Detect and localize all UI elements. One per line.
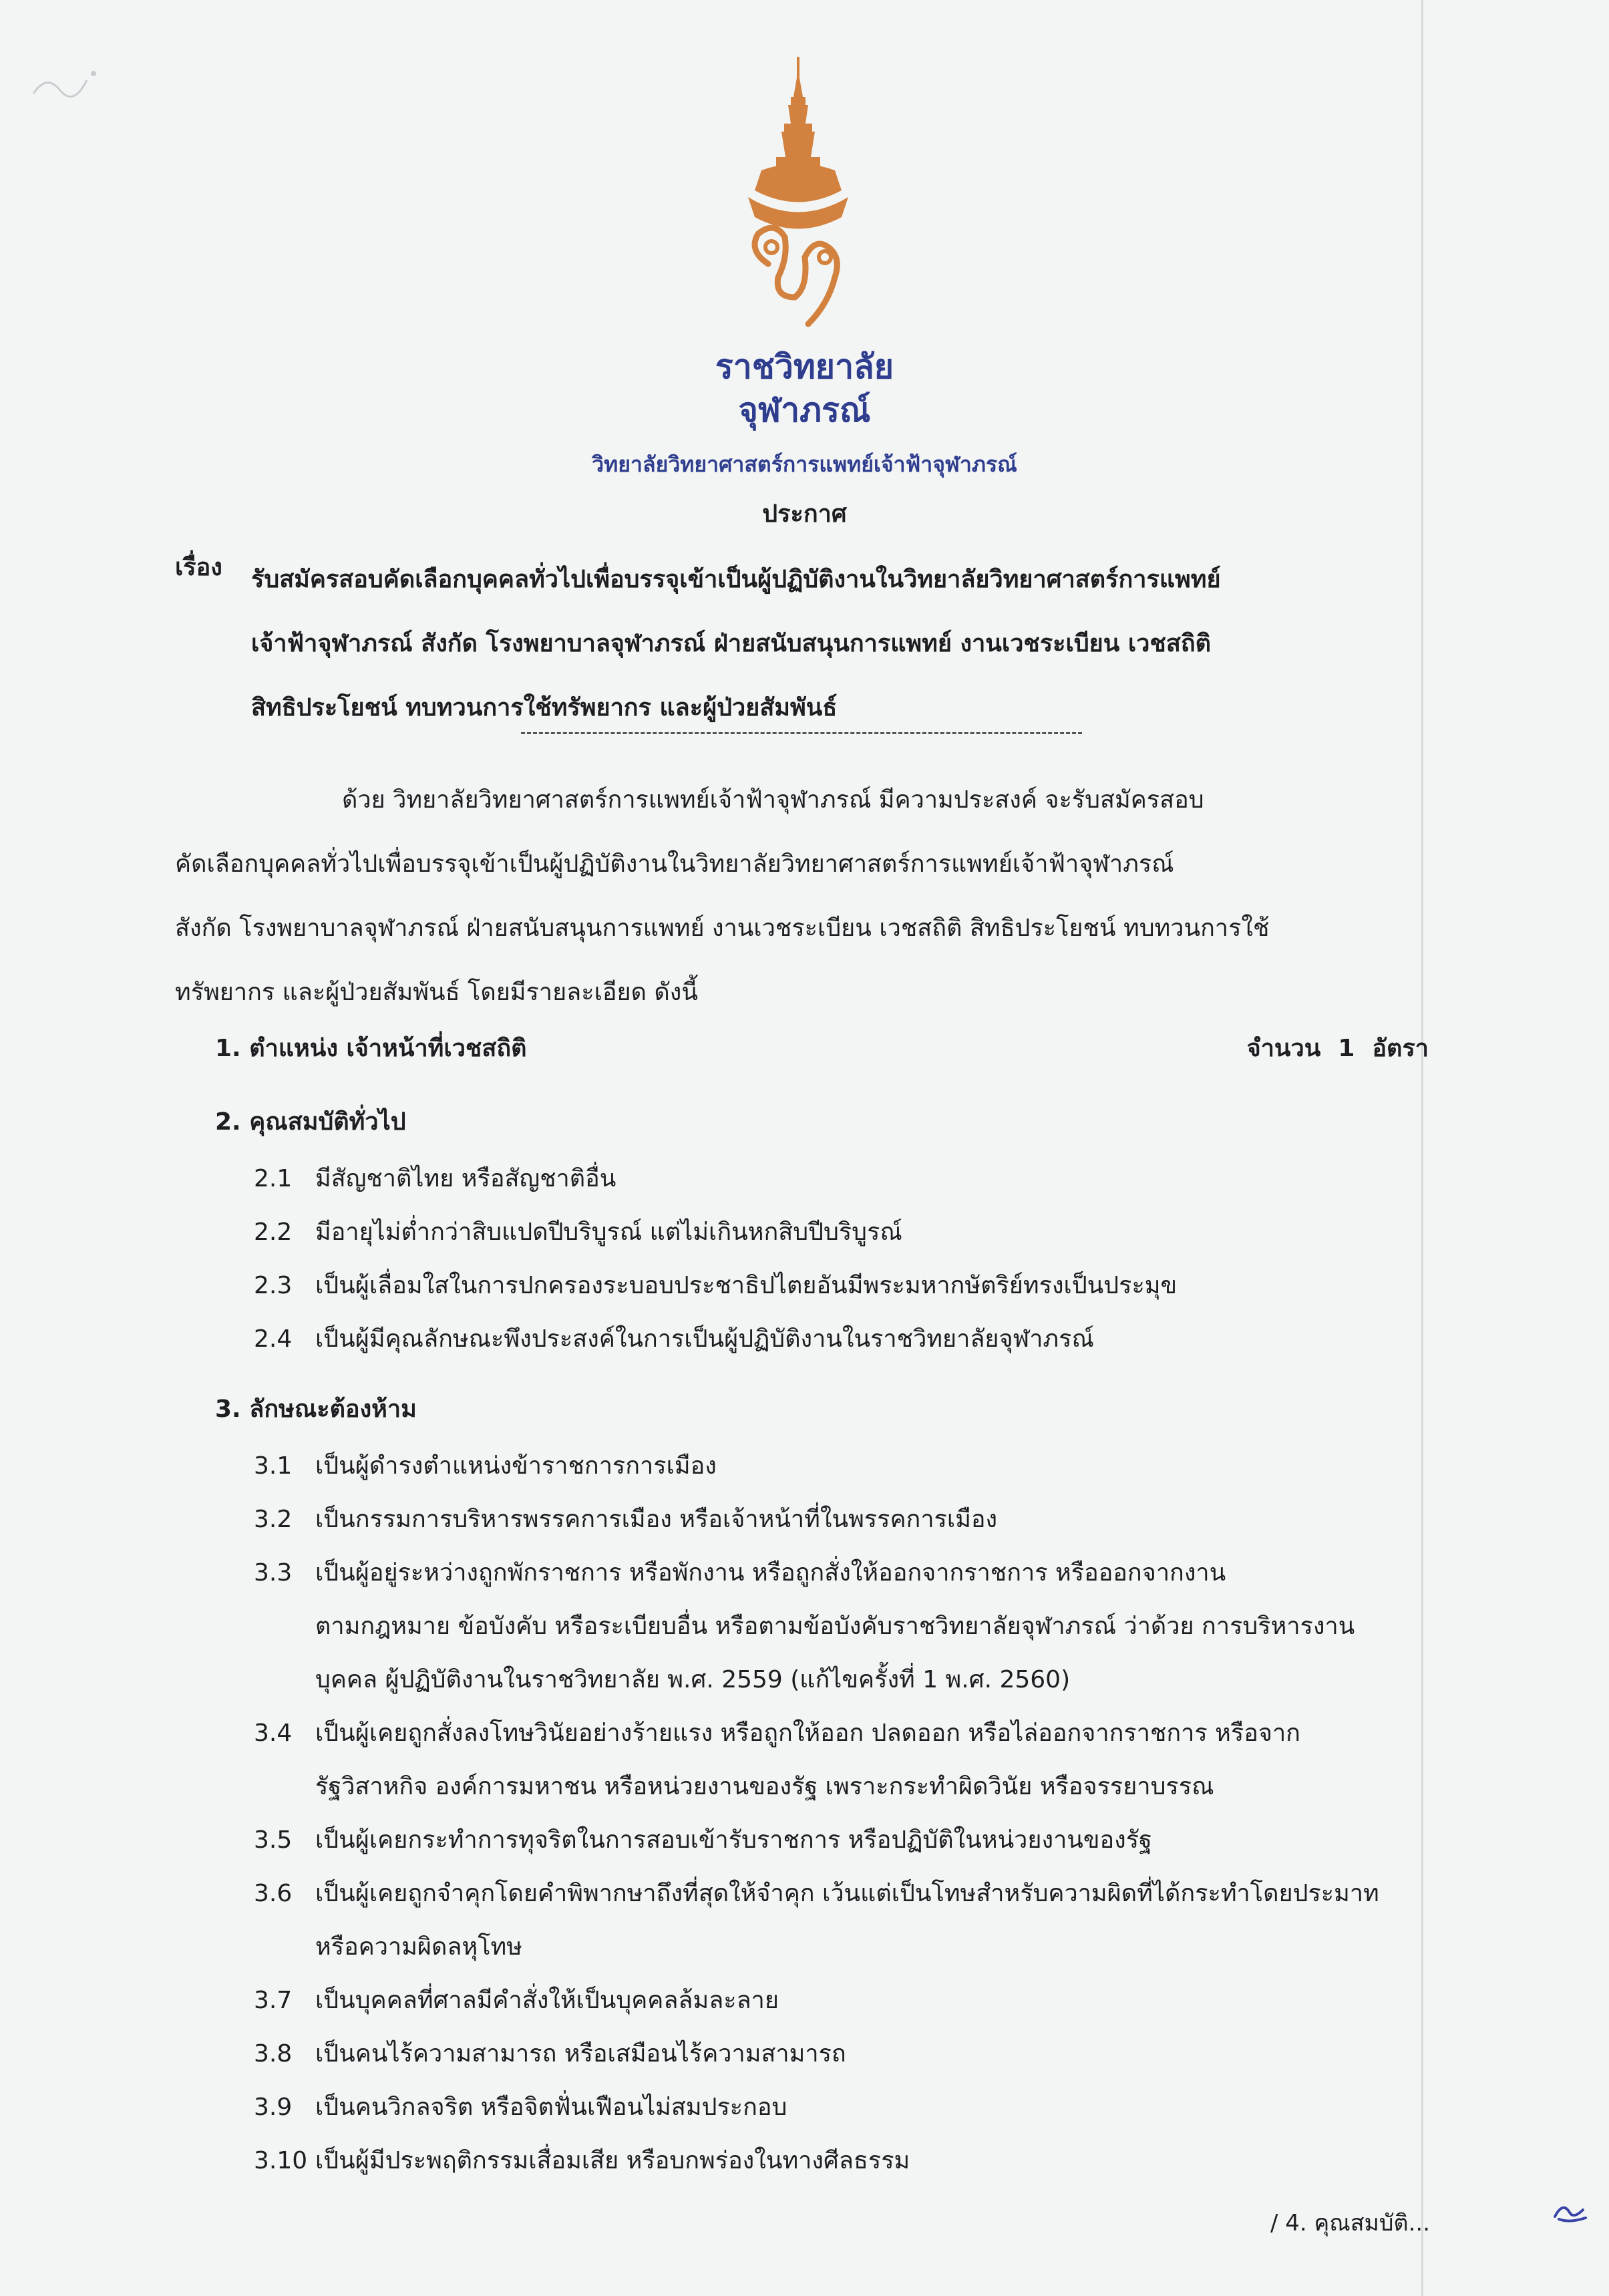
intro-line: ทรัพยากร และผู้ป่วยสัมพันธ์ โดยมีรายละเอียด ดังนี้ bbox=[175, 979, 698, 1006]
dashed-divider bbox=[521, 732, 1082, 734]
section3-heading: 3. ลักษณะต้องห้าม bbox=[215, 1396, 417, 1423]
intro-line: คัดเลือกบุคคลทั่วไปเพื่อบรรจุเข้าเป็นผู้ปฏิบัติงานในวิทยาลัยวิทยาศาสตร์การแพทย์เจ้าฟ้าจุฬาภรณ์ bbox=[175, 850, 1174, 878]
section1-heading: 1. ตำแหน่ง เจ้าหน้าที่เวชสถิติ bbox=[215, 1035, 527, 1062]
section2-heading: 2. คุณสมบัติทั่วไป bbox=[215, 1108, 406, 1136]
subject-line: เจ้าฟ้าจุฬาภรณ์ สังกัด โรงพยาบาลจุฬาภรณ์ ฝ่ายสนับสนุนการแพทย์ งานเวชระเบียน เวชสถิติ bbox=[251, 630, 1212, 657]
item-text: เป็นผู้อยู่ระหว่างถูกพักราชการ หรือพักงาน หรือถูกสั่งให้ออกจากราชการ หรือออกจากงาน bbox=[315, 1559, 1226, 1587]
item-text: มีอายุไม่ต่ำกว่าสิบแปดปีบริบูรณ์ แต่ไม่เกินหกสิบปีบริบูรณ์ bbox=[315, 1218, 902, 1246]
logo-text-line1: ราชวิทยาลัย bbox=[715, 347, 894, 386]
subject-line: รับสมัครสอบคัดเลือกบุคคลทั่วไปเพื่อบรรจุเข้าเป็นผู้ปฏิบัติงานในวิทยาลัยวิทยาศาสตร์การแพทย์ bbox=[251, 566, 1221, 593]
item-number: 3.3 bbox=[254, 1559, 293, 1587]
item-number: 3.7 bbox=[254, 1987, 293, 2014]
item-text: เป็นผู้เคยกระทำการทุจริตในการสอบเข้ารับราชการ หรือปฏิบัติในหน่วยงานของรัฐ bbox=[315, 1826, 1152, 1854]
announcement-title: ประกาศ bbox=[762, 500, 847, 528]
item-text: เป็นผู้เคยถูกสั่งลงโทษวินัยอย่างร้ายแรง หรือถูกให้ออก ปลดออก หรือไล่ออกจากราชการ หรือจาก bbox=[315, 1719, 1300, 1747]
subject-line: สิทธิประโยชน์ ทบทวนการใช้ทรัพยากร และผู้ป่วยสัมพันธ์ bbox=[251, 694, 838, 721]
item-number: 3.8 bbox=[254, 2040, 293, 2068]
intro-paragraph bbox=[175, 768, 1431, 1025]
count-unit: อัตรา bbox=[1372, 1035, 1429, 1062]
item-number: 3.5 bbox=[254, 1826, 293, 1854]
item-text: เป็นผู้มีคุณลักษณะพึงประสงค์ในการเป็นผู้ปฏิบัติงานในราชวิทยาลัยจุฬาภรณ์ bbox=[315, 1325, 1094, 1353]
item-text: เป็นคนวิกลจริต หรือจิตฟั่นเฟือนไม่สมประกอบ bbox=[315, 2094, 787, 2121]
item-text: รัฐวิสาหกิจ องค์การมหาชน หรือหน่วยงานของรัฐ เพราะกระทำผิดวินัย หรือจรรยาบรรณ bbox=[315, 1773, 1214, 1800]
item-text: หรือความผิดลหุโทษ bbox=[315, 1933, 522, 1961]
chulabhorn-emblem bbox=[741, 57, 855, 337]
item-number: 3.9 bbox=[254, 2094, 293, 2121]
item-number: 2.1 bbox=[254, 1165, 293, 1192]
item-text: เป็นผู้เลื่อมใสในการปกครองระบอบประชาธิปไตยอันมีพระมหากษัตริย์ทรงเป็นประมุข bbox=[315, 1272, 1178, 1299]
intro-line: ด้วย วิทยาลัยวิทยาศาสตร์การแพทย์เจ้าฟ้าจุฬาภรณ์ มีความประสงค์ จะรับสมัครสอบ bbox=[342, 786, 1204, 814]
item-text: บุคคล ผู้ปฏิบัติงานในราชวิทยาลัย พ.ศ. 2559 (แก้ไขครั้งที่ 1 พ.ศ. 2560) bbox=[315, 1666, 1071, 1693]
position-count bbox=[1230, 1029, 1429, 1067]
handwritten-initial bbox=[1550, 2198, 1590, 2225]
item-number: 3.4 bbox=[254, 1719, 293, 1747]
count-value: 1 bbox=[1338, 1035, 1355, 1062]
logo-text-line2: จุฬาภรณ์ bbox=[738, 391, 871, 430]
item-number: 3.1 bbox=[254, 1452, 293, 1480]
logo-subtitle: วิทยาลัยวิทยาศาสตร์การแพทย์เจ้าฟ้าจุฬาภรณ์ bbox=[592, 452, 1017, 477]
item-text: มีสัญชาติไทย หรือสัญชาติอื่น bbox=[315, 1165, 616, 1192]
item-text: ตามกฎหมาย ข้อบังคับ หรือระเบียบอื่น หรือตามข้อบังคับราชวิทยาลัยจุฬาภรณ์ ว่าด้วย การบริหารงาน bbox=[315, 1613, 1355, 1640]
count-label: จำนวน bbox=[1246, 1035, 1321, 1062]
subject-label: เรื่อง bbox=[175, 554, 222, 581]
item-text: เป็นผู้ดำรงตำแหน่งข้าราชการการเมือง bbox=[315, 1452, 717, 1480]
item-text: เป็นผู้มีประพฤติกรรมเสื่อมเสีย หรือบกพร่องในทางศีลธรรม bbox=[315, 2147, 910, 2174]
subject-text bbox=[251, 548, 1427, 740]
item-number: 2.3 bbox=[254, 1272, 293, 1299]
item-number: 2.2 bbox=[254, 1218, 293, 1246]
item-number: 3.2 bbox=[254, 1506, 293, 1533]
continued-footer: / 4. คุณสมบัติ... bbox=[1270, 2210, 1430, 2237]
item-number: 2.4 bbox=[254, 1325, 293, 1353]
item-text: เป็นกรรมการบริหารพรรคการเมือง หรือเจ้าหน้าที่ในพรรคการเมือง bbox=[315, 1506, 998, 1533]
intro-line: สังกัด โรงพยาบาลจุฬาภรณ์ ฝ่ายสนับสนุนการแพทย์ งานเวชระเบียน เวชสถิติ สิทธิประโยชน์ ทบทวนการใช้ bbox=[175, 915, 1270, 942]
item-text: เป็นผู้เคยถูกจำคุกโดยคำพิพากษาถึงที่สุดให้จำคุก เว้นแต่เป็นโทษสำหรับความผิดที่ได้กระทำโดยประมาท bbox=[315, 1880, 1379, 1907]
item-text: เป็นคนไร้ความสามารถ หรือเสมือนไร้ความสามารถ bbox=[315, 2040, 846, 2068]
item-text: เป็นบุคคลที่ศาลมีคำสั่งให้เป็นบุคคลล้มละลาย bbox=[315, 1987, 779, 2014]
scan-speck bbox=[27, 53, 107, 114]
item-number: 3.6 bbox=[254, 1880, 293, 1907]
item-number: 3.10 bbox=[254, 2147, 308, 2174]
